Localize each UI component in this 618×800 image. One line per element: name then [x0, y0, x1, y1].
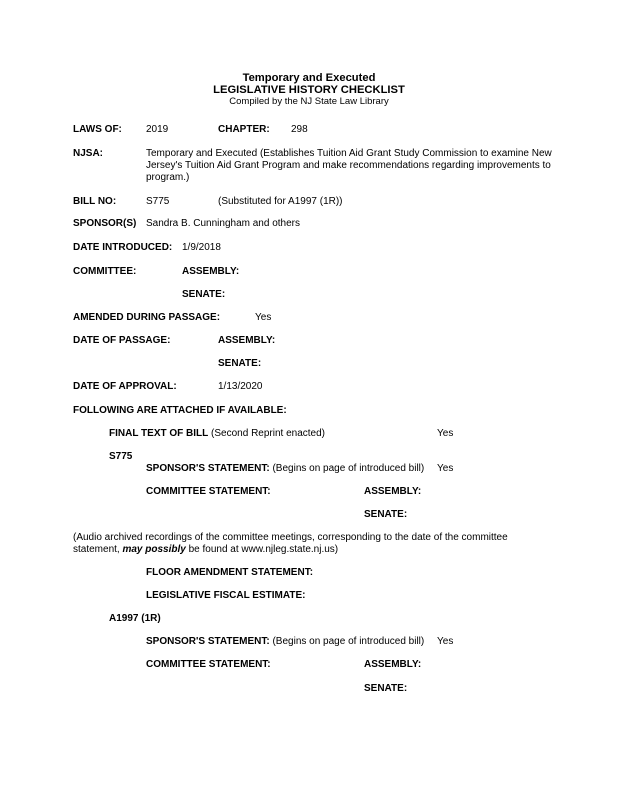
audio-note-emphasis: may possibly	[122, 544, 186, 555]
final-text-note: (Second Reprint enacted)	[211, 428, 326, 439]
a1997-sponsor-note: (Begins on page of introduced bill)	[272, 636, 425, 647]
passage-senate-label: SENATE:	[218, 358, 262, 369]
a1997-committee-senate: SENATE:	[364, 683, 408, 694]
njsa-line-3: program.)	[146, 172, 190, 183]
a1997-committee-assembly: ASSEMBLY:	[364, 659, 422, 670]
audio-note-line-1: (Audio archived recordings of the committee meetings, corresponding to the date of the committee	[73, 532, 508, 543]
amended-label: AMENDED DURING PASSAGE:	[73, 312, 221, 323]
final-text-value: Yes	[437, 428, 454, 439]
final-text-label: FINAL TEXT OF BILL	[109, 428, 209, 439]
chapter-value: 298	[291, 124, 308, 135]
audio-note-post: be found at www.njleg.state.nj.us)	[185, 544, 339, 555]
s775-committee-label: COMMITTEE STATEMENT:	[146, 486, 271, 497]
laws-of-value: 2019	[146, 124, 169, 135]
bill-no-value: S775	[146, 196, 170, 207]
date-introduced-label: DATE INTRODUCED:	[73, 242, 173, 253]
compiled-by: Compiled by the NJ State Law Library	[229, 96, 389, 107]
document-title: Temporary and Executed	[242, 72, 376, 84]
committee-label: COMMITTEE:	[73, 266, 137, 277]
date-of-approval-value: 1/13/2020	[218, 381, 263, 392]
committee-senate-label: SENATE:	[182, 289, 226, 300]
floor-amendment-label: FLOOR AMENDMENT STATEMENT:	[146, 567, 314, 578]
audio-note-line-2	[73, 544, 338, 556]
s775-bill-label: S775	[109, 451, 133, 462]
date-of-approval-label: DATE OF APPROVAL:	[73, 381, 177, 392]
fiscal-estimate-label: LEGISLATIVE FISCAL ESTIMATE:	[146, 590, 306, 601]
bill-no-note: (Substituted for A1997 (1R))	[218, 196, 343, 207]
s775-sponsor-label: SPONSOR'S STATEMENT:	[146, 463, 270, 474]
njsa-line-1: Temporary and Executed (Establishes Tuition Aid Grant Study Commission to examine New	[146, 148, 552, 159]
a1997-sponsor-value: Yes	[437, 636, 454, 647]
s775-committee-assembly: ASSEMBLY:	[364, 486, 422, 497]
attached-heading: FOLLOWING ARE ATTACHED IF AVAILABLE:	[73, 405, 287, 416]
s775-committee-senate: SENATE:	[364, 509, 408, 520]
sponsors-label: SPONSOR(S)	[73, 218, 137, 229]
s775-sponsor-row	[146, 463, 424, 475]
passage-assembly-label: ASSEMBLY:	[218, 335, 276, 346]
a1997-bill-label: A1997 (1R)	[109, 613, 161, 624]
a1997-committee-label: COMMITTEE STATEMENT:	[146, 659, 271, 670]
njsa-label: NJSA:	[73, 148, 104, 159]
date-introduced-value: 1/9/2018	[182, 242, 221, 253]
bill-no-label: BILL NO:	[73, 196, 117, 207]
s775-sponsor-note: (Begins on page of introduced bill)	[272, 463, 425, 474]
audio-note-pre: statement,	[73, 544, 123, 555]
laws-of-label: LAWS OF:	[73, 124, 122, 135]
s775-sponsor-value: Yes	[437, 463, 454, 474]
a1997-sponsor-row	[146, 636, 424, 648]
a1997-sponsor-label: SPONSOR'S STATEMENT:	[146, 636, 270, 647]
final-text-row	[109, 428, 325, 440]
njsa-line-2: Jersey's Tuition Aid Grant Program and make recommendations regarding improvements to	[146, 160, 551, 171]
amended-value: Yes	[255, 312, 272, 323]
document-subtitle: LEGISLATIVE HISTORY CHECKLIST	[213, 84, 405, 96]
sponsors-value: Sandra B. Cunningham and others	[146, 218, 300, 229]
chapter-label: CHAPTER:	[218, 124, 270, 135]
date-of-passage-label: DATE OF PASSAGE:	[73, 335, 171, 346]
committee-assembly-label: ASSEMBLY:	[182, 266, 240, 277]
